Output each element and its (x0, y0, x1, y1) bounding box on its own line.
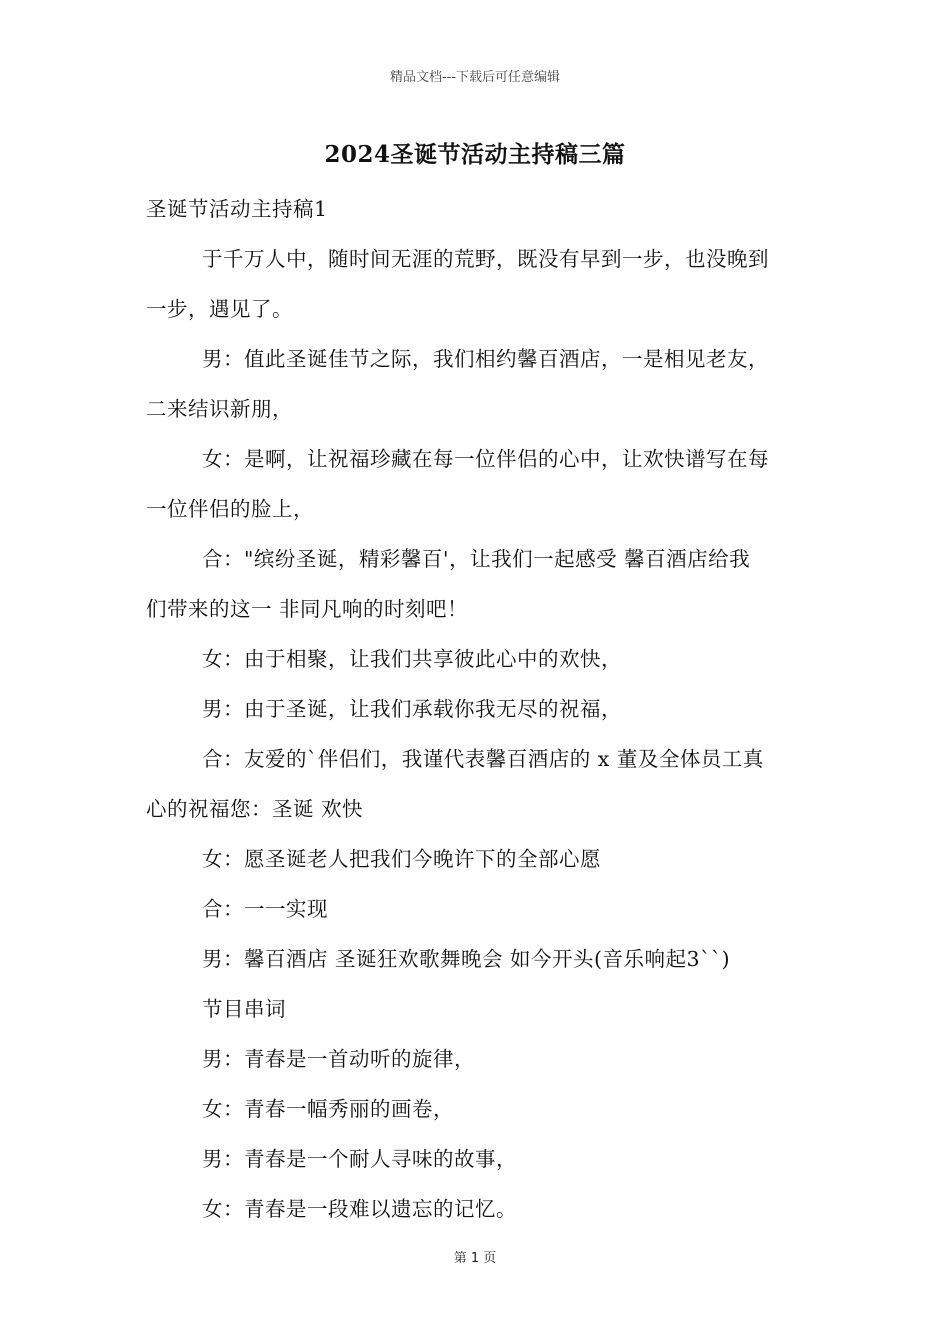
document-title: 2024圣诞节活动主持稿三篇 (324, 141, 626, 168)
paragraph-line: 女：青春一幅秀丽的画卷， (202, 1097, 454, 1121)
paragraph-line: 女：愿圣诞老人把我们今晚许下的全部心愿 (202, 847, 601, 871)
paragraph-line: 合：友爱的`伴侣们，我谨代表馨百酒店的 x 董及全体员工真 (202, 747, 764, 771)
document-body (146, 184, 808, 1234)
paragraph-line: 男：馨百酒店 圣诞狂欢歌舞晚会 如今开头(音乐响起3``) (202, 947, 731, 971)
paragraph-line: 们带来的这一 非同凡响的时刻吧！ (146, 597, 469, 621)
paragraph-line: 女：青春是一段难以遗忘的记忆。 (202, 1197, 517, 1221)
paragraph-line: 二来结识新朋， (146, 397, 293, 421)
paragraph-line: 一步，遇见了。 (146, 297, 293, 321)
paragraph-line: 一位伴侣的脸上， (146, 497, 314, 521)
paragraph-line: 合："缤纷圣诞，精彩馨百'，让我们一起感受 馨百酒店给我 (202, 547, 751, 571)
paragraph-line: 于千万人中，随时间无涯的荒野，既没有早到一步，也没晚到 (202, 247, 769, 271)
paragraph-line: 男：值此圣诞佳节之际，我们相约馨百酒店，一是相见老友， (202, 347, 769, 371)
section-heading: 圣诞节活动主持稿1 (146, 197, 328, 221)
paragraph-line: 心的祝福您：圣诞 欢快 (146, 797, 364, 821)
page-header-note: 精品文档---下载后可任意编辑 (389, 70, 561, 85)
paragraph-line: 男：青春是一个耐人寻味的故事， (202, 1147, 517, 1171)
paragraph-line: 女：由于相聚，让我们共享彼此心中的欢快， (202, 647, 622, 671)
paragraph-line: 合：一一实现 (202, 897, 328, 921)
page-number: 第 1 页 (453, 1251, 497, 1266)
paragraph-line: 女：是啊，让祝福珍藏在每一位伴侣的心中，让欢快谱写在每 (202, 447, 769, 471)
subsection-heading: 节目串词 (202, 997, 286, 1021)
paragraph-line: 男：青春是一首动听的旋律， (202, 1047, 475, 1071)
paragraph-line: 男：由于圣诞，让我们承载你我无尽的祝福， (202, 697, 622, 721)
